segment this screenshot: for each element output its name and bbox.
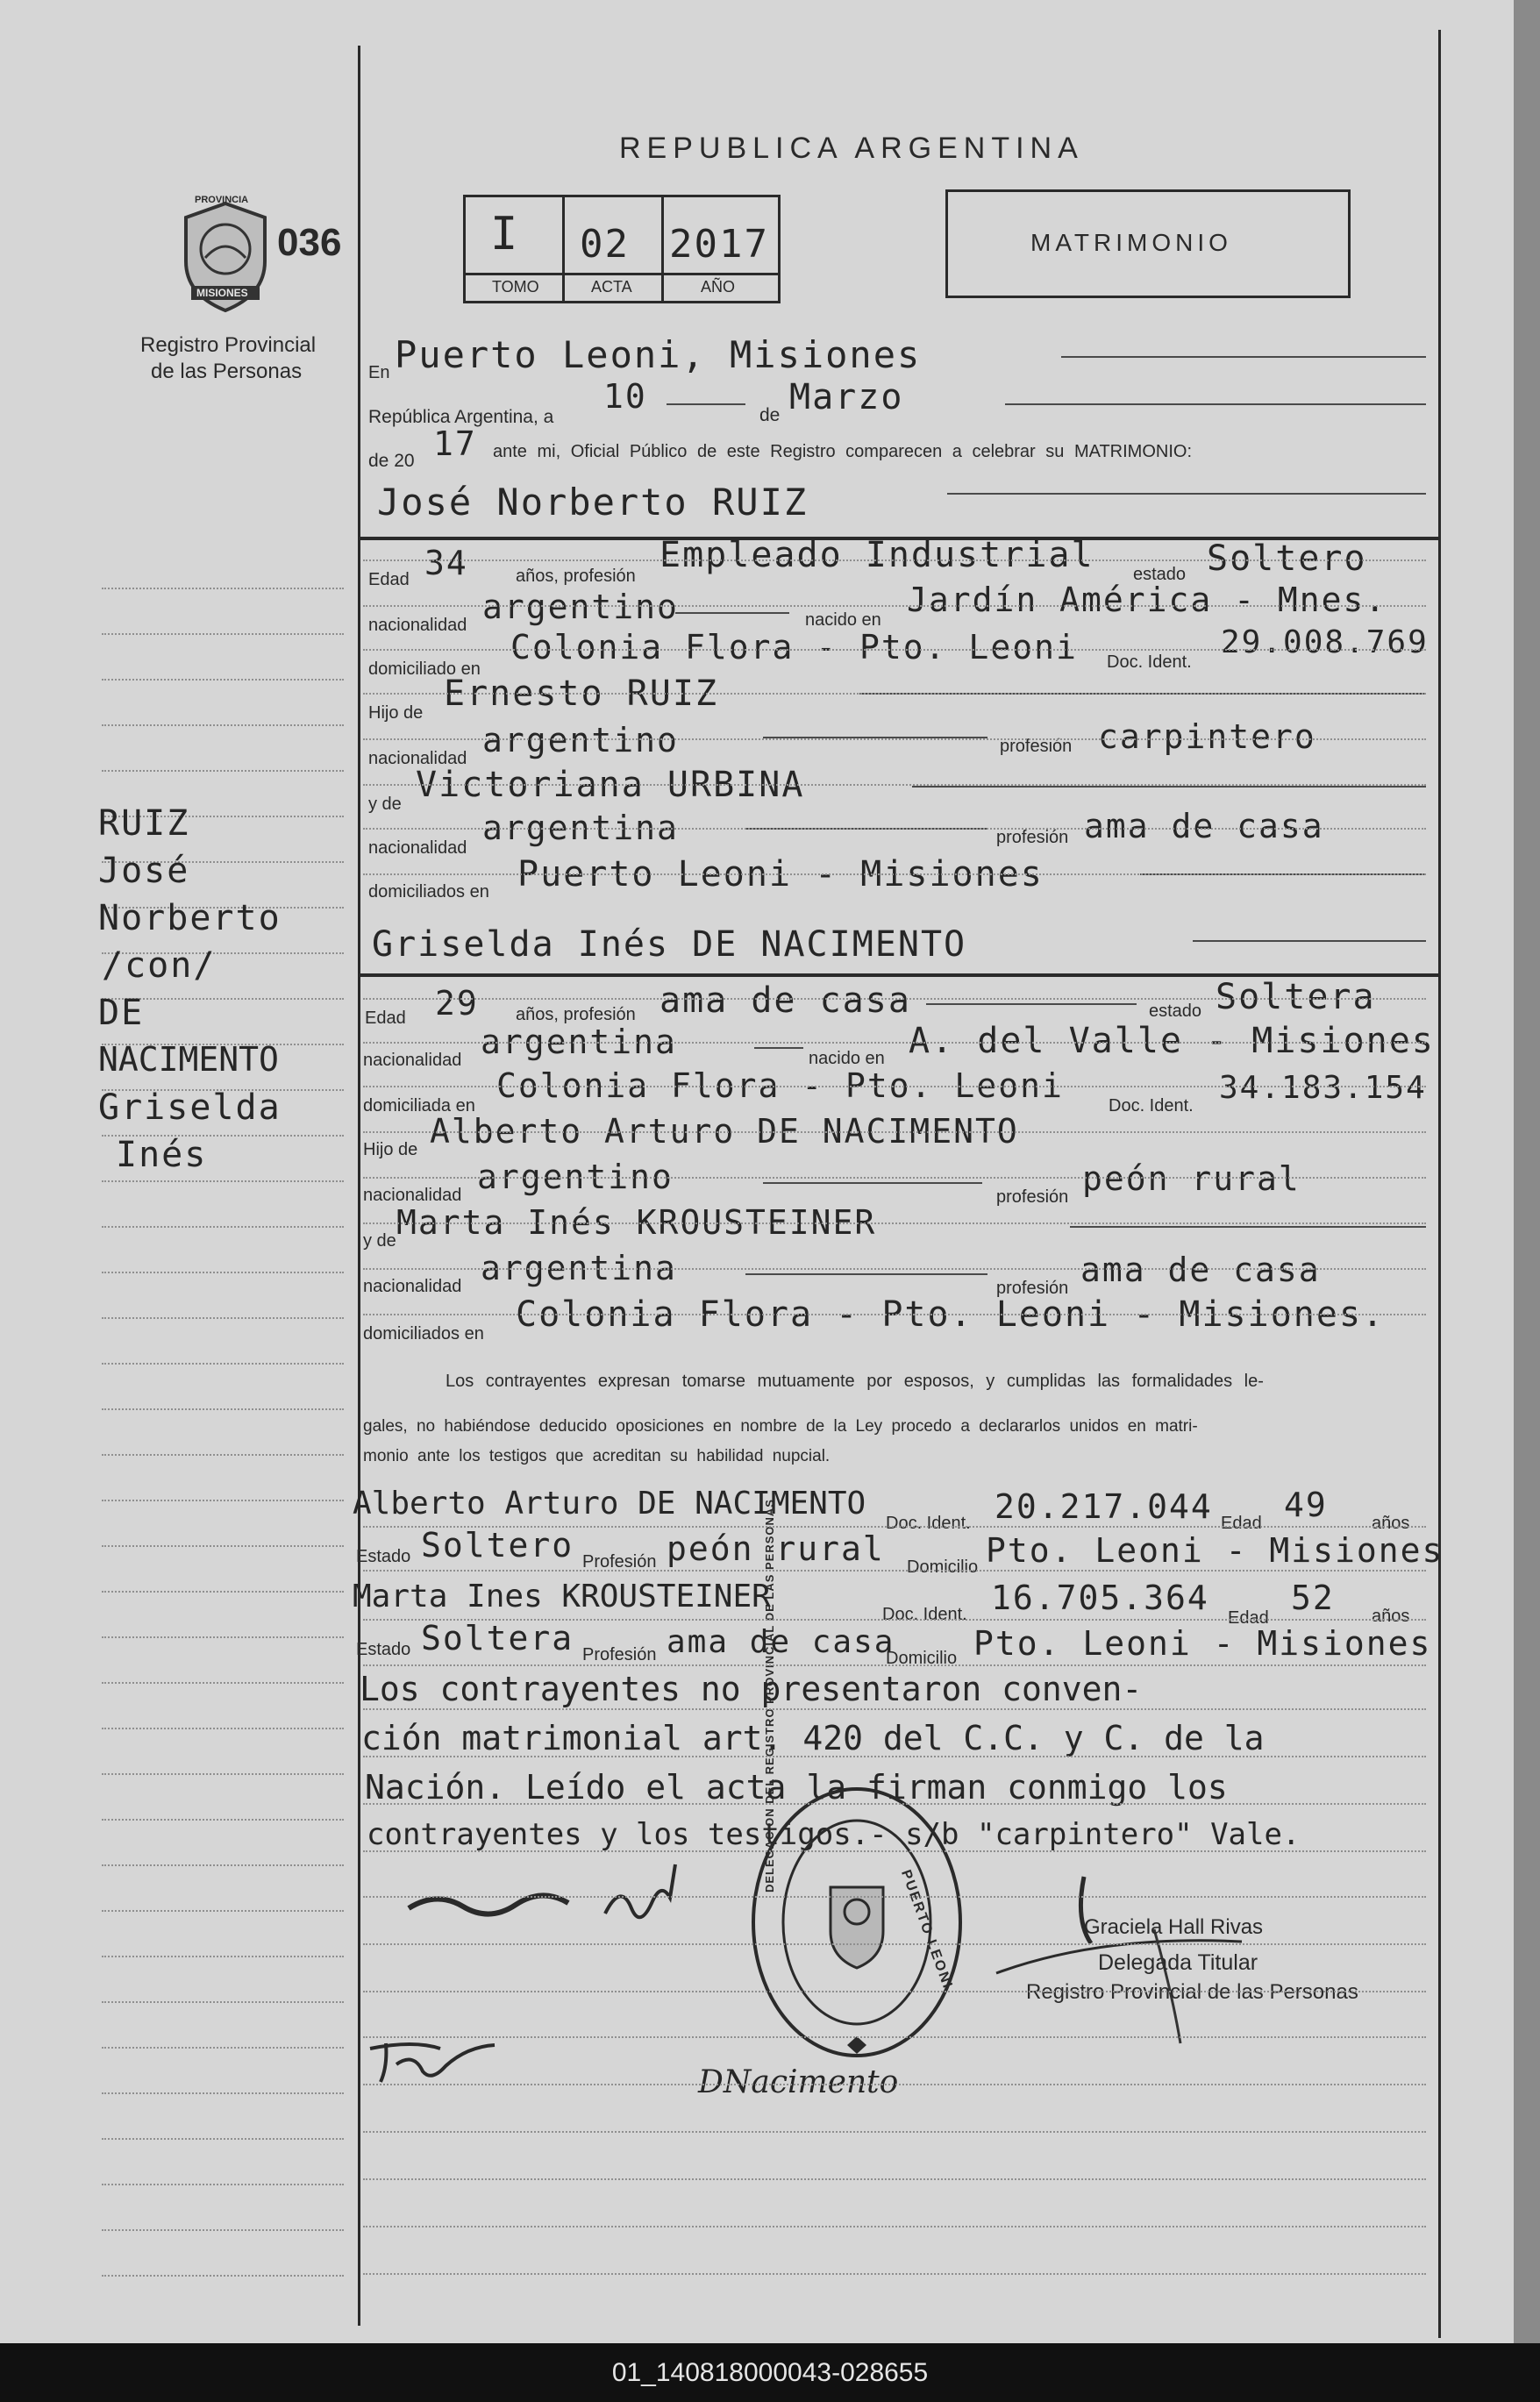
official-stamp-icon (747, 1782, 966, 2063)
bride-mother: Marta Inés KROUSTEINER (396, 1203, 877, 1242)
page-edge (1514, 0, 1540, 2343)
official-title: Delegada Titular (1098, 1950, 1258, 1975)
bride-mother-profession: ama de casa (1080, 1251, 1321, 1289)
bride-mother-nationality: argentina (481, 1249, 677, 1287)
year-prefix-label: de 20 (368, 451, 415, 471)
groom-status-label: estado (1133, 565, 1187, 584)
year-suffix-value: 17 (433, 424, 477, 463)
groom-nationality: argentino (482, 588, 679, 626)
groom-age: 34 (424, 544, 468, 582)
margin-ruled-line (102, 1272, 344, 1273)
body-ruled-line (363, 1570, 1426, 1572)
groom-profession-label: años, profesión (516, 567, 636, 586)
witness2-domicile: Pto. Leoni - Misiones (973, 1624, 1432, 1663)
bride-nationality-label: nacionalidad (363, 1051, 462, 1070)
margin-ruled-line (102, 633, 344, 635)
official-name: Graciela Hall Rivas (1084, 1915, 1264, 1939)
bride-mother-nationality-label: nacionalidad (363, 1277, 462, 1296)
body-ruled-line (363, 649, 1426, 651)
witness2-anos-label: años (1372, 1607, 1410, 1626)
witness2-status: Soltera (421, 1619, 574, 1657)
bride-born-label: nacido en (809, 1049, 885, 1068)
groom-mother-nationality: argentina (482, 809, 679, 847)
groom-parents-domicile: Puerto Leoni - Misiones (517, 854, 1044, 895)
margin-ruled-line (102, 2001, 344, 2003)
witness1-domicile: Pto. Leoni - Misiones (986, 1531, 1444, 1570)
witness1-age-label: Edad (1221, 1514, 1262, 1533)
margin-ruled-line (102, 1636, 344, 1638)
groom-father-nationality-label: nacionalidad (368, 749, 467, 768)
body-ruled-line (363, 1619, 1426, 1621)
bride-nationality: argentina (481, 1023, 677, 1061)
body-ruled-line (363, 1268, 1426, 1270)
margin-ruled-line (102, 1408, 344, 1410)
body-ruled-line (363, 1943, 1426, 1945)
witness2-name: Marta Ines KROUSTEINER (353, 1579, 771, 1614)
groom-profession: Empleado Industrial (659, 535, 1094, 575)
bride-profession: ama de casa (659, 980, 911, 1021)
body-ruled-line (363, 1896, 1426, 1898)
stamp-center-text: PUERTO LEONI (898, 1868, 956, 1992)
margin-ruled-line (102, 2229, 344, 2231)
bride-parents-domicile-label: domiciliados en (363, 1324, 484, 1344)
witness2-status-label: Estado (356, 1640, 411, 1659)
bride-age: 29 (435, 984, 479, 1023)
bride-name: Griselda Inés DE NACIMENTO (372, 924, 967, 965)
body-ruled-line (363, 1991, 1426, 1992)
body-ruled-line (363, 738, 1426, 740)
bride-doc-label: Doc. Ident. (1109, 1096, 1194, 1115)
body-ruled-line (363, 2273, 1426, 2275)
groom-born-label: nacido en (805, 610, 881, 630)
witness1-doc-label: Doc. Ident. (886, 1514, 971, 1533)
bride-domicile: Colonia Flora - Pto. Leoni (496, 1066, 1064, 1105)
margin-ruled-line (102, 2275, 344, 2277)
bride-father-label: Hijo de (363, 1140, 418, 1159)
body-ruled-line (363, 1708, 1426, 1710)
witness2-age-label: Edad (1228, 1608, 1269, 1628)
page-number: 036 (277, 221, 342, 264)
de-label: de (759, 405, 781, 425)
margin-note-line5: DE (98, 993, 145, 1033)
margin-ruled-line (102, 2184, 344, 2185)
witness1-domicile-label: Domicilio (907, 1557, 979, 1577)
groom-domicile: Colonia Flora - Pto. Leoni (510, 628, 1078, 666)
groom-father: Ernesto RUIZ (444, 674, 718, 714)
margin-border-line (358, 46, 360, 2326)
margin-ruled-line (102, 1317, 344, 1319)
bride-status-label: estado (1149, 1001, 1202, 1021)
margin-note-line6: NACIMENTO (98, 1040, 279, 1079)
body-ruled-line (363, 1086, 1426, 1087)
signature-groom-icon (402, 1856, 717, 1935)
intro-sentence: ante mi, Oficial Público de este Registro comparecen a celebrar su MATRIMONIO: (493, 442, 1193, 461)
month-value: Marzo (789, 377, 904, 417)
groom-father-profession: carpintero (1098, 717, 1316, 756)
groom-parents-domicile-label: domiciliados en (368, 882, 489, 902)
margin-ruled-line (102, 2047, 344, 2049)
bride-age-label: Edad (365, 1009, 406, 1028)
witness1-profession-label: Profesión (582, 1552, 657, 1572)
groom-mother-profession-label: profesión (996, 828, 1069, 847)
margin-ruled-line (102, 1591, 344, 1593)
body-ruled-line (363, 2036, 1426, 2038)
groom-nationality-label: nacionalidad (368, 616, 467, 635)
margin-ruled-line (102, 1819, 344, 1821)
margin-note-line1: RUIZ (98, 803, 190, 844)
groom-born: Jardín América - Mnes. (907, 581, 1387, 619)
record-number-box (463, 195, 781, 303)
notes-line1: Los contrayentes no presentaron conven- (360, 1670, 1143, 1708)
witness2-domicile-label: Domicilio (886, 1649, 958, 1668)
body-ruled-line (363, 1850, 1426, 1852)
witness2-age: 52 (1291, 1579, 1335, 1617)
margin-note-line8: Inés (116, 1135, 208, 1175)
witness1-status-label: Estado (356, 1547, 411, 1566)
margin-ruled-line (102, 1910, 344, 1912)
body-ruled-line (363, 2084, 1426, 2085)
margin-ruled-line (102, 2092, 344, 2094)
official-office: Registro Provincial de las Personas (1026, 1980, 1358, 2004)
body-ruled-line (363, 1314, 1426, 1315)
body-ruled-line (363, 1526, 1426, 1528)
body-ruled-line (363, 1131, 1426, 1133)
margin-ruled-line (102, 1956, 344, 1957)
groom-doc: 29.008.769 (1221, 624, 1429, 660)
groom-father-profession-label: profesión (1000, 737, 1073, 756)
margin-note-line3: Norberto (98, 898, 282, 938)
margin-ruled-line (102, 1864, 344, 1866)
body-ruled-line (363, 605, 1426, 607)
bride-father-nationality-label: nacionalidad (363, 1186, 462, 1205)
record-type-box (945, 189, 1351, 298)
groom-mother: Victoriana URBINA (416, 765, 805, 805)
body-ruled-line (363, 873, 1426, 875)
margin-ruled-line (102, 588, 344, 589)
legal-text-line3: monio ante los testigos que acreditan su habilidad nupcial. (363, 1447, 831, 1465)
body-ruled-line (363, 1756, 1426, 1757)
bride-doc: 34.183.154 (1219, 1070, 1427, 1106)
body-ruled-line (363, 693, 1426, 695)
body-ruled-line (363, 828, 1426, 830)
body-ruled-line (363, 784, 1426, 786)
bride-parents-domicile: Colonia Flora - Pto. Leoni - Misiones. (516, 1294, 1386, 1335)
tomo-value: I (490, 208, 520, 260)
office-name-line1: Registro Provincial (140, 333, 317, 357)
margin-ruled-line (102, 1226, 344, 1228)
margin-note-line2: José (98, 851, 190, 891)
groom-mother-profession: ama de casa (1084, 807, 1324, 845)
body-ruled-line (363, 1222, 1426, 1224)
legal-text-line2: gales, no habiéndose deducido oposiciones en nombre de la Ley procedo a declararlos unidos en matri- (363, 1417, 1198, 1436)
bride-father: Alberto Arturo DE NACIMENTO (430, 1112, 1019, 1151)
witness1-name: Alberto Arturo DE NACIMENTO (353, 1486, 866, 1522)
acta-label: ACTA (591, 278, 632, 296)
margin-ruled-line (102, 1728, 344, 1729)
margin-ruled-line (102, 1180, 344, 1182)
margin-ruled-line (102, 1454, 344, 1456)
acta-value: 02 (580, 222, 630, 267)
witness1-status: Soltero (421, 1526, 574, 1565)
en-label: En (368, 363, 390, 382)
bride-father-profession-label: profesión (996, 1187, 1069, 1207)
groom-mother-nationality-label: nacionalidad (368, 838, 467, 858)
groom-doc-label: Doc. Ident. (1107, 652, 1192, 672)
margin-ruled-line (102, 1682, 344, 1684)
right-border-line (1438, 30, 1441, 2338)
groom-domicile-label: domiciliado en (368, 659, 481, 679)
margin-ruled-line (102, 1773, 344, 1775)
witness2-doc-label: Doc. Ident. (882, 1605, 967, 1624)
bride-father-nationality: argentino (477, 1158, 674, 1196)
witness2-doc: 16.705.364 (991, 1579, 1209, 1617)
margin-ruled-line (102, 1363, 344, 1365)
margin-ruled-line (102, 2138, 344, 2140)
bride-profession-label: años, profesión (516, 1005, 636, 1024)
margin-ruled-line (102, 1500, 344, 1501)
witness1-age: 49 (1284, 1486, 1328, 1524)
body-ruled-line (363, 2178, 1426, 2180)
body-ruled-line (363, 2131, 1426, 2133)
bride-status: Soltera (1216, 977, 1376, 1017)
legal-text-line1: Los contrayentes expresan tomarse mutuamente por esposos, y cumplidas las formalidades le- (446, 1372, 1264, 1391)
margin-ruled-line (102, 770, 344, 772)
groom-father-nationality: argentino (482, 721, 679, 759)
notes-line2: ción matrimonial art. 420 del C.C. y C. de la (361, 1719, 1265, 1757)
witness2-profession-label: Profesión (582, 1645, 657, 1664)
bride-domicile-label: domiciliada en (363, 1096, 475, 1115)
bride-father-profession: peón rural (1082, 1159, 1301, 1198)
margin-note-line7: Griselda (98, 1087, 282, 1128)
witness2-profession: ama de casa (667, 1624, 895, 1660)
groom-father-label: Hijo de (368, 703, 424, 723)
bride-mother-profession-label: profesión (996, 1279, 1069, 1298)
republic-date-label: República Argentina, a (368, 407, 554, 427)
body-ruled-line (363, 1042, 1426, 1044)
margin-ruled-line (102, 679, 344, 681)
office-name-line2: de las Personas (151, 360, 303, 383)
notes-line4: contrayentes y los testigos.- s/b "carpintero" Vale. (367, 1817, 1301, 1852)
record-type: MATRIMONIO (1030, 229, 1232, 256)
day-value: 10 (603, 377, 647, 416)
margin-note-line4: /con/ (102, 945, 217, 986)
seal-top-text: PROVINCIA (195, 195, 249, 205)
seal-bottom-text: MISIONES (196, 287, 248, 299)
body-ruled-line (363, 560, 1426, 561)
place-value: Puerto Leoni, Misiones (395, 333, 922, 376)
body-ruled-line (363, 2226, 1426, 2227)
margin-ruled-line (102, 1545, 344, 1547)
ano-value: 2017 (669, 222, 769, 267)
body-ruled-line (363, 1803, 1426, 1805)
bride-mother-label: y de (363, 1231, 396, 1251)
tomo-label: TOMO (492, 278, 539, 296)
notes-line3: Nación. Leído el acta la firman conmigo los (365, 1768, 1228, 1807)
republic-title: REPUBLICA ARGENTINA (619, 132, 1084, 165)
ano-label: AÑO (701, 278, 736, 296)
groom-status: Soltero (1207, 538, 1367, 579)
signature-witness: DNacimento (698, 2064, 899, 2100)
bride-born: A. del Valle - Misiones (909, 1021, 1435, 1061)
groom-name: José Norberto RUIZ (377, 481, 809, 524)
body-ruled-line (363, 998, 1426, 1000)
witness1-profession: peón rural (667, 1529, 885, 1568)
groom-age-label: Edad (368, 570, 410, 589)
footer-code: 01_140818000043-028655 (0, 2343, 1540, 2402)
body-ruled-line (363, 1664, 1426, 1666)
witness1-doc: 20.217.044 (995, 1487, 1213, 1526)
body-ruled-line (363, 1177, 1426, 1179)
witness1-anos-label: años (1372, 1514, 1410, 1533)
margin-ruled-line (102, 724, 344, 726)
groom-mother-label: y de (368, 795, 402, 814)
stamp-ring-text: DELEGACION DEL REGISTRO PROVINCIAL DE LAS PERSONAS (763, 1499, 776, 1892)
